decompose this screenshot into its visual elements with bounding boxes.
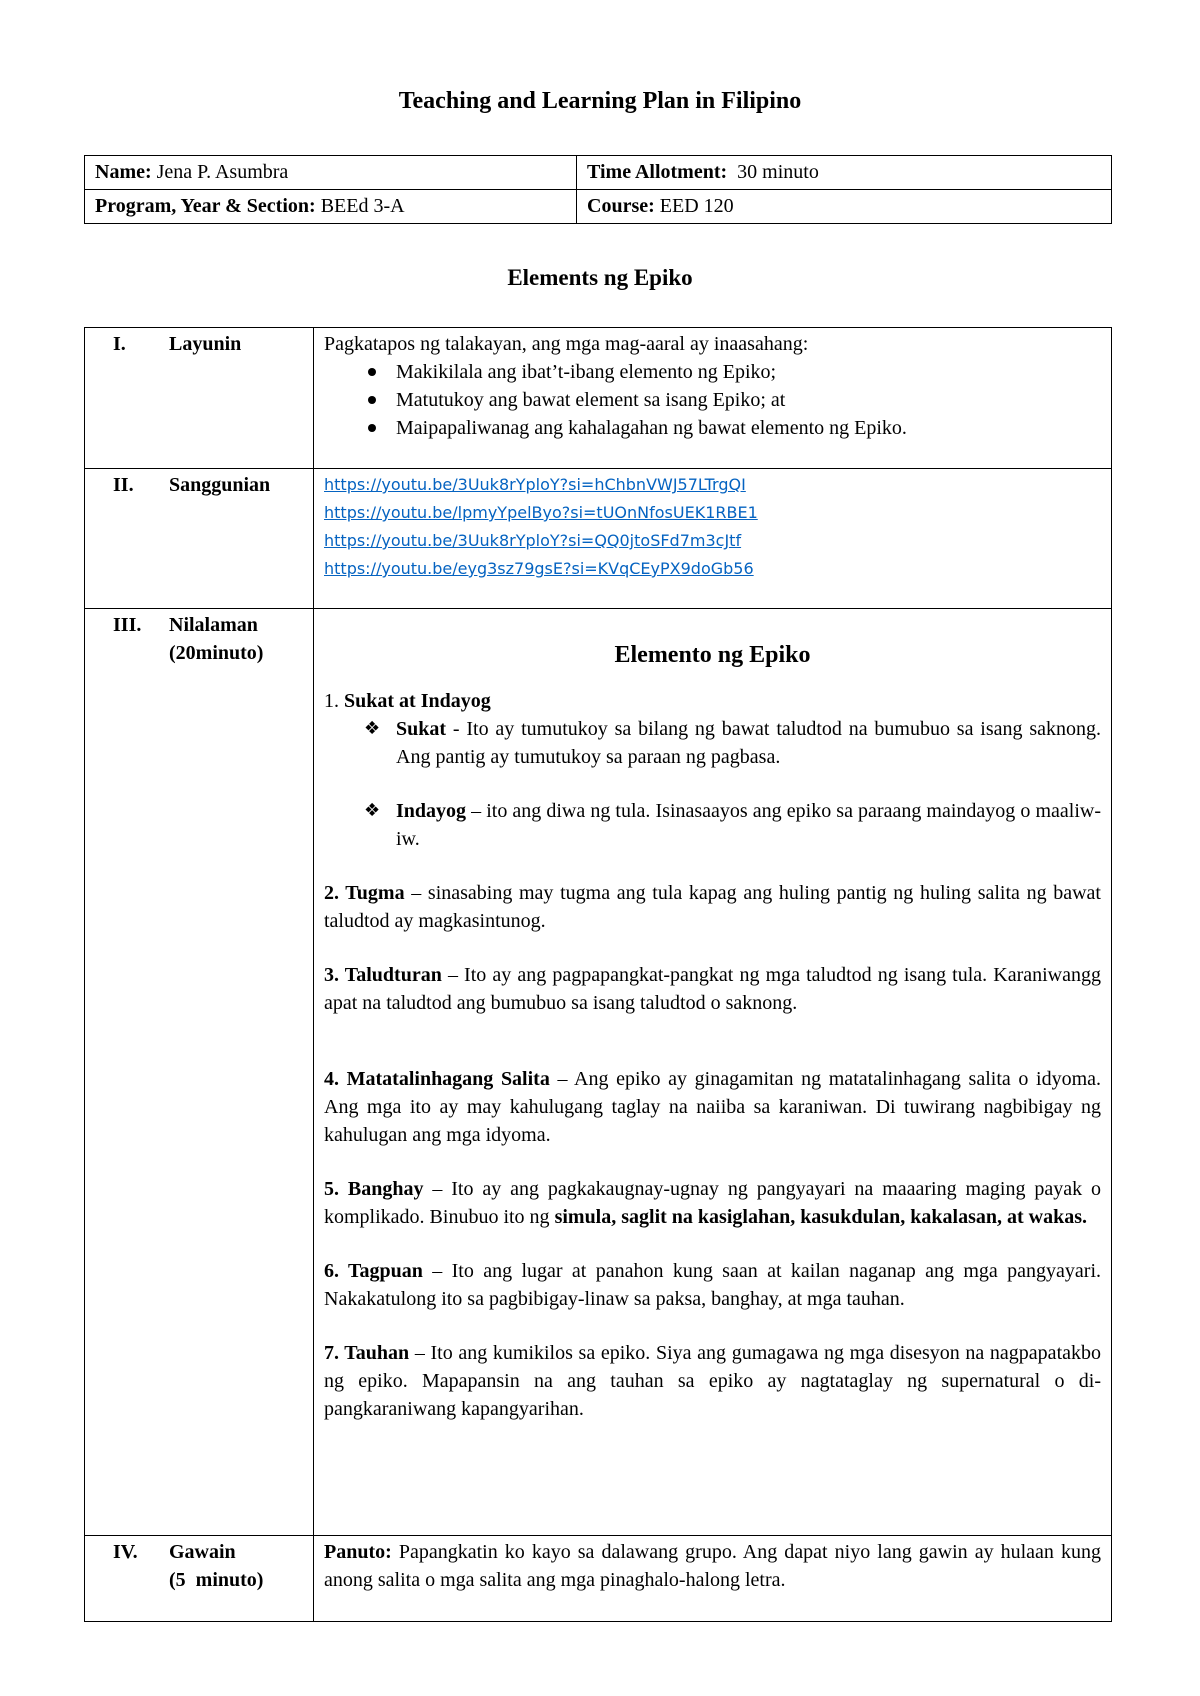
content-heading: Elemento ng Epiko [614,642,811,668]
row-numeral: I. [113,333,126,355]
element-item [324,1065,1101,1149]
row-nilalaman [85,609,1112,1536]
list-item: Matutukoy ang bawat element sa isang Epiko; at [324,386,1101,414]
row-layunin [85,328,1112,469]
diamond-bullet-icon: ❖ [364,800,381,821]
course-value: EED 120 [659,195,734,217]
name-label: Name: [95,161,152,183]
layunin-intro: Pagkatapos ng talakayan, ang mga mag-aaral ay inaasahang: [324,333,809,355]
info-table [84,155,1112,224]
item-title: Sukat at Indayog [344,690,491,712]
sub-item-term: Sukat [396,718,447,740]
reference-link[interactable]: https://youtu.be/3Uuk8rYploY?si=hChbnVWJ57LTrgQI [324,475,746,494]
element-item [324,961,1101,1017]
item-title: 3. Taludturan [324,964,442,986]
program-label: Program, Year & Section: [95,195,316,217]
row-label [169,1538,263,1594]
item-title: 6. Tagpuan [324,1260,423,1282]
item-text: – Ang epiko ay ginagamitan ng matatalinhagang salita o idyoma. Ang mga ito ay may kahulugang taglay na naiiba sa karaniwan. Di tuwirang nagbibigay ng kahulugan ang mga idyoma. [324,1068,1102,1146]
row-time-label: (5 minuto) [169,1569,264,1591]
label-cell [85,328,314,469]
item-bold-text: simula, saglit na kasiglahan, kasukdulan, kakalasan, at wakas. [554,1206,1087,1228]
sub-item [324,797,1101,853]
row-gawain [85,1536,1112,1622]
label-cell [85,609,314,1536]
reference-link[interactable]: https://youtu.be/eyg3sz79gsE?si=KVqCEyPX9doGb56 [324,559,754,578]
item-title: 7. Tauhan [324,1342,410,1364]
row-label: Layunin [169,333,242,355]
item-text: – sinasabing may tugma ang tula kapag ang huling pantig ng huling salita ng bawat taludtod ay magkasintunog. [324,882,1101,932]
info-row [85,190,1112,224]
element-item [324,1257,1101,1313]
row-numeral: IV. [113,1541,138,1563]
program-value: BEEd 3-A [320,195,405,217]
row-time-label: (20minuto) [169,642,264,664]
element-item [324,687,1101,715]
reference-link[interactable]: https://youtu.be/3Uuk8rYploY?si=QQ0jtoSFd7m3cJtf [324,531,742,550]
item-text: – Ito ay ang pagpapangkat-pangkat ng mga taludtod ng isang tula. Karaniwangg apat na taludtod ang bumubuo sa isang taludtod o saknong. [324,964,1101,1014]
name-cell [85,156,577,190]
sub-item-text: – ito ang diwa ng tula. Isinasaayos ang epiko sa paraang maindayog o maaliw-iw. [396,800,1101,850]
nilalaman-content [314,609,1112,1536]
list-item: Makikilala ang ibat’t-ibang elemento ng Epiko; [324,358,1101,386]
element-item [324,1175,1101,1231]
sub-item [324,715,1101,771]
lesson-plan-table [84,327,1112,1622]
sub-item-text: - Ito ay tumutukoy sa bilang ng bawat taludtod na bumubuo sa isang saknong. Ang pantig ay tumutukoy sa paraan ng pagbasa. [396,718,1101,768]
reference-link[interactable]: https://youtu.be/lpmyYpelByo?si=tUOnNfosUEK1RBE1 [324,503,758,522]
panuto-text [324,1538,1101,1594]
row-sanggunian [85,469,1112,609]
course-cell [577,190,1112,224]
list-item: Maipapaliwanag ang kahalagahan ng bawat elemento ng Epiko. [324,414,1101,442]
layunin-content [314,328,1112,469]
diamond-bullet-icon: ❖ [364,718,381,739]
label-cell [85,469,314,609]
item-text: – Ito ay ang pagkakaugnay-ugnay ng pangyayari na maaaring maging payak o komplikado. Binubuo ito ng [324,1178,1102,1228]
row-label [169,611,263,667]
item-number: 1. [324,690,339,712]
item-title: 5. Banghay [324,1178,424,1200]
row-label: Sanggunian [169,474,271,496]
section-title: Elements ng Epiko [507,265,693,290]
time-allotment-value: 30 minuto [737,161,819,183]
program-cell [85,190,577,224]
element-item [324,879,1101,935]
row-label-text: Nilalaman [169,614,258,636]
info-row [85,156,1112,190]
time-allotment-cell [577,156,1112,190]
course-label: Course: [587,195,655,217]
item-title: 4. Matatalinhagang Salita [324,1068,550,1090]
row-label-text: Gawain [169,1541,236,1563]
label-cell [85,1536,314,1622]
sub-item-term: Indayog [396,800,467,822]
row-numeral: III. [113,614,142,636]
name-value: Jena P. Asumbra [156,161,289,183]
document-title: Teaching and Learning Plan in Filipino [398,88,802,114]
time-allotment-label: Time Allotment: [587,161,728,183]
sanggunian-content [314,469,1112,609]
item-text: – Ito ang kumikilos sa epiko. Siya ang gumagawa ng mga disesyon na nagpapatakbo ng epiko. Mapapansin na ang tauhan sa epiko ay nagtataglay ng supernatural o di-pangkaraniwang kapangyarihan. [324,1342,1101,1420]
panuto-body: Papangkatin ko kayo sa dalawang grupo. Ang dapat niyo lang gawin ay hulaan kung anong salita o mga salita ang mga pinaghalo-halong letra. [324,1541,1101,1591]
row-numeral: II. [113,474,134,496]
item-text: – Ito ang lugar at panahon kung saan at kailan naganap ang mga pangyayari. Nakakatulong ito sa pagbibigay-linaw sa paksa, banghay, at mga tauhan. [324,1260,1101,1310]
panuto-label: Panuto: [324,1541,392,1563]
objectives-list [324,358,1101,442]
gawain-content [314,1536,1112,1622]
element-item [324,1339,1101,1423]
item-title: 2. Tugma [324,882,405,904]
